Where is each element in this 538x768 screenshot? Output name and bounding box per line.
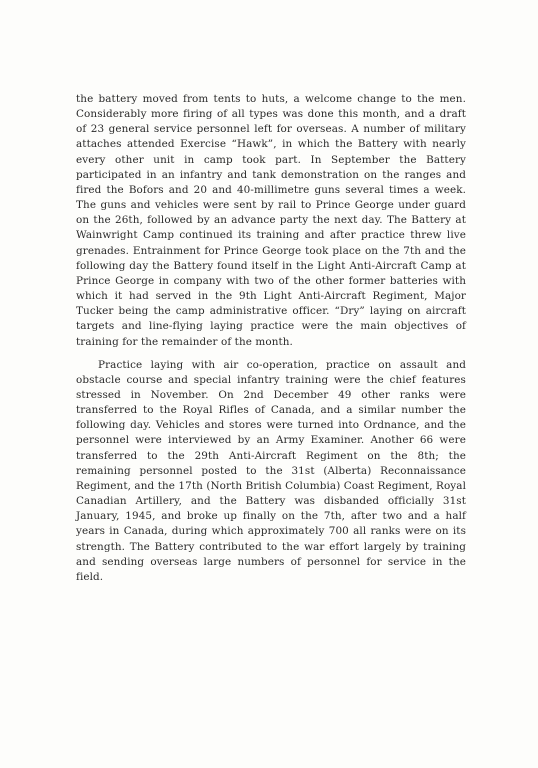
paragraph-continuation: the battery moved from tents to huts, a welcome change to the men. Considerably more firing of all types was done this month, and a draft of 23 general service personnel left for overseas. A number of military attaches attended Exercise “Hawk”, in which the Battery with nearly every other unit in camp took part. In September the Battery participated in an infantry and tank demonstration on the ranges and fired the Bofors and 20 and 40-millimetre guns several times a week. The guns and vehicles were sent by rail to Prince George under guard on the 26th, followed by an advance party the next day. The Battery at Wainwright Camp continued its training and after practice threw live grenades. Entrainment for Prince George took place on the 7th and the following day the Battery found itself in the Light Anti-Aircraft Camp at Prince George in company with two of the other former batteries with which it had served in the 9th Light Anti-Aircraft Regiment, Major Tucker being the camp administrative officer. “Dry” laying on aircraft targets and line-flying laying practice were the main objectives of training for the remainder of the month. (76, 93, 466, 348)
paragraph-final: Practice laying with air co-operation, practice on assault and obstacle course and special infantry training were the chief features stressed in November. On 2nd December 49 other ranks were transferred to the Royal Rifles of Canada, and a similar number the following day. Vehicles and stores were turned into Ordnance, and the personnel were interviewed by an Army Examiner. Another 66 were transferred to the 29th Anti-Aircraft Regiment on the 8th; the remaining personnel posted to the 31st (Alberta) Reconnaissance Regiment, and the 17th (North British Columbia) Coast Regiment, Royal Canadian Artillery, and the Battery was disbanded officially 31st January, 1945, and broke up finally on the 7th, after two and a half years in Canada, during which approximately 700 all ranks were on its strength. The Battery contributed to the war effort largely by training and sending overseas large numbers of personnel for service in the field. (76, 358, 466, 583)
body-text (76, 92, 466, 585)
